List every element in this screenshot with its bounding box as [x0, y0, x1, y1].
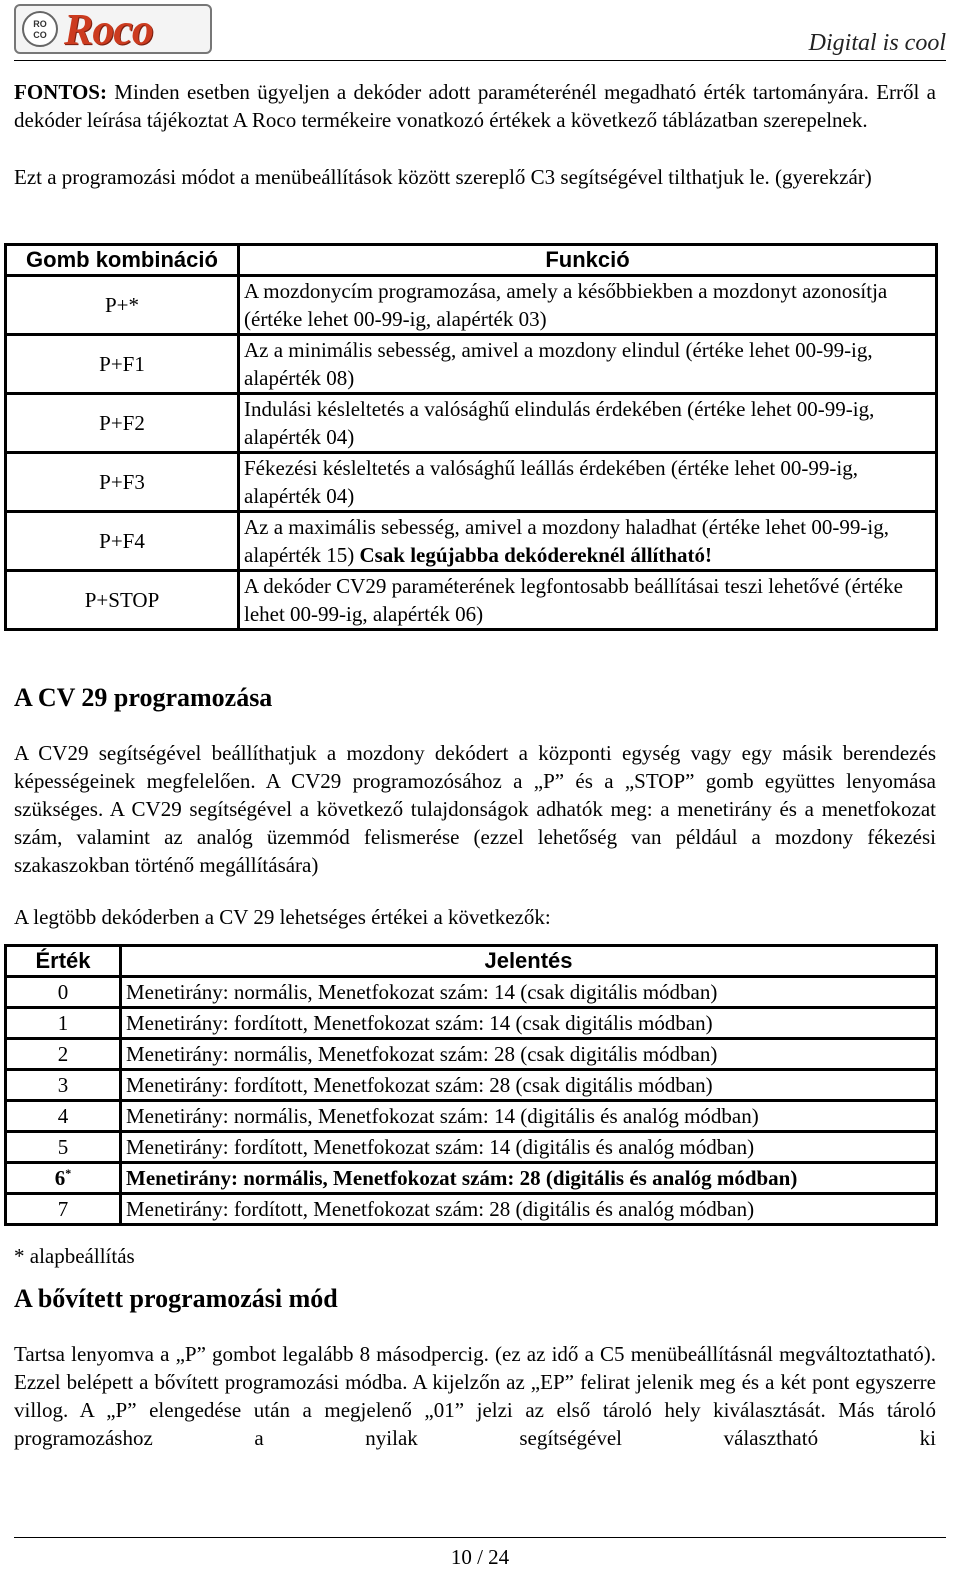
important-text: Minden esetben ügyeljen a dekóder adott paraméterénél megadható érték tartományára. Erről a dekóder leírása tájékoztat A Roco termékeire vonatkozó értékek a következő táblázatban szerepelnek.: [14, 80, 936, 132]
page-number: 10 / 24: [450, 1545, 510, 1569]
table-row: [7, 1102, 935, 1130]
combo-key: P+*: [7, 277, 237, 333]
table-row: [7, 454, 935, 510]
cv29-value: 4: [7, 1102, 119, 1130]
column-header-function: Funkció: [240, 246, 935, 274]
logo-wordmark: Roco: [64, 5, 153, 54]
cv29-meaning: Menetirány: normális, Menetfokozat szám: 28 (digitális és analóg módban): [122, 1164, 935, 1192]
combo-function: Az a minimális sebesség, amivel a mozdony elindul (értéke lehet 00-99-ig, alapérték 08): [240, 336, 935, 392]
cv29-meaning: Menetirány: fordított, Menetfokozat szám: 14 (digitális és analóg módban): [122, 1133, 935, 1161]
combo-function: A dekóder CV29 paraméterének legfontosabb beállításai teszi lehetővé (értéke lehet 00-99-ig, alapérték 06): [240, 572, 935, 628]
table-row: [7, 336, 935, 392]
seal-text-top: RO: [33, 19, 47, 29]
column-header-combination: Gomb kombináció: [7, 246, 237, 274]
cv29-meaning: Menetirány: fordított, Menetfokozat szám: 28 (digitális és analóg módban): [122, 1195, 935, 1223]
cv29-value: 5: [7, 1133, 119, 1161]
cv29-meaning: Menetirány: fordított, Menetfokozat szám: 14 (csak digitális módban): [122, 1009, 935, 1037]
cv29-value: 7: [7, 1195, 119, 1223]
combo-key: P+F3: [7, 454, 237, 510]
cv29-heading: A CV 29 programozása: [14, 683, 273, 712]
default-marker: *: [65, 1166, 72, 1180]
table-row: [7, 1133, 935, 1161]
cv29-lead: A legtöbb dekóderben a CV 29 lehetséges értékei a következők:: [14, 905, 551, 929]
header-divider: [14, 60, 946, 61]
column-header-value: Érték: [7, 947, 119, 975]
important-notice: [14, 78, 936, 134]
cv29-meaning: Menetirány: fordított, Menetfokozat szám: 28 (csak digitális módban): [122, 1071, 935, 1099]
combo-key: P+F2: [7, 395, 237, 451]
combo-key: P+STOP: [7, 572, 237, 628]
table-row: [7, 277, 935, 333]
table-row: [7, 1040, 935, 1068]
table-row: [7, 978, 935, 1006]
roco-logo: [14, 4, 212, 54]
cv29-value-number: 6: [54, 1166, 66, 1190]
table-row: [7, 513, 935, 569]
table-header-row: [7, 947, 935, 975]
child-lock-note: Ezt a programozási módot a menübeállítások között szereplő C3 segítségével tilthatjuk le. (gyerekzár): [14, 165, 872, 189]
table-row: [7, 1071, 935, 1099]
combo-function-note: Csak legújabba dekódereknél állítható!: [359, 543, 713, 567]
table-row-default: [7, 1164, 935, 1192]
extended-heading: A bővített programozási mód: [14, 1284, 338, 1313]
important-label: FONTOS:: [14, 80, 107, 104]
combo-function-text: Az a maximális sebesség, amivel a mozdony haladhat (értéke lehet 00-99-ig, alapérték 15): [244, 515, 889, 567]
cv29-value: 2: [7, 1040, 119, 1068]
default-footnote: * alapbeállítás: [14, 1244, 135, 1268]
table-row: [7, 1195, 935, 1223]
cv29-meaning: Menetirány: normális, Menetfokozat szám: 14 (digitális és analóg módban): [122, 1102, 935, 1130]
cv29-value: 1: [7, 1009, 119, 1037]
extended-paragraph: Tartsa lenyomva a „P” gombot legalább 8 másodpercig. (ez az idő a C5 menübeállításnál megváltoztatható). Ezzel belépett a bővített programozási módba. A kijelzőn az „EP” felirat jelenik meg és a két pont egyszerre villog. A „P” elengedése után a megjelenő „01” jelzi az első tároló hely kiválasztását. Más tároló programozáshoz a nyilak segítségével választható ki: [14, 1342, 936, 1450]
table-row: [7, 395, 935, 451]
combo-key: P+F1: [7, 336, 237, 392]
cv29-value-table: [4, 944, 938, 1226]
roco-seal-icon: [22, 11, 58, 47]
combo-function: Fékezési késleltetés a valósághű leállás érdekében (értéke lehet 00-99-ig, alapérték 04): [240, 454, 935, 510]
combo-key: P+F4: [7, 513, 237, 569]
cv29-value: [7, 1164, 119, 1192]
table-row: [7, 1009, 935, 1037]
footer-divider: [14, 1537, 946, 1538]
page-header: [14, 4, 946, 62]
cv29-meaning: Menetirány: normális, Menetfokozat szám: 28 (csak digitális módban): [122, 1040, 935, 1068]
combo-function: Indulási késleltetés a valósághű elindulás érdekében (értéke lehet 00-99-ig, alapérték 04): [240, 395, 935, 451]
cv29-value: 0: [7, 978, 119, 1006]
button-combination-table: [4, 243, 938, 631]
cv29-meaning: Menetirány: normális, Menetfokozat szám: 14 (csak digitális módban): [122, 978, 935, 1006]
combo-function: A mozdonycím programozása, amely a későbbiekben a mozdonyt azonosítja (értéke lehet 00-99-ig, alapérték 03): [240, 277, 935, 333]
cv29-value: 3: [7, 1071, 119, 1099]
combo-function: [240, 513, 935, 569]
cv29-paragraph: A CV29 segítségével beállíthatjuk a mozdony dekódert a központi egység vagy egy másik berendezés képességeinek megfelelően. A CV29 programozósához a „P” és a „STOP” gomb együttes lenyomása szükséges. A CV29 segítségével a következő tulajdonságok adhatók meg: a menetirány és a menetfokozat szám, valamint az analóg üzemmód felismerése (ezzel lehetőség van például a mozdony fékezési szakaszokban történő megállítására): [14, 741, 936, 877]
column-header-meaning: Jelentés: [122, 947, 935, 975]
table-row: [7, 572, 935, 628]
tagline: Digital is cool: [808, 30, 946, 56]
seal-text-bottom: CO: [33, 30, 47, 40]
table-header-row: [7, 246, 935, 274]
